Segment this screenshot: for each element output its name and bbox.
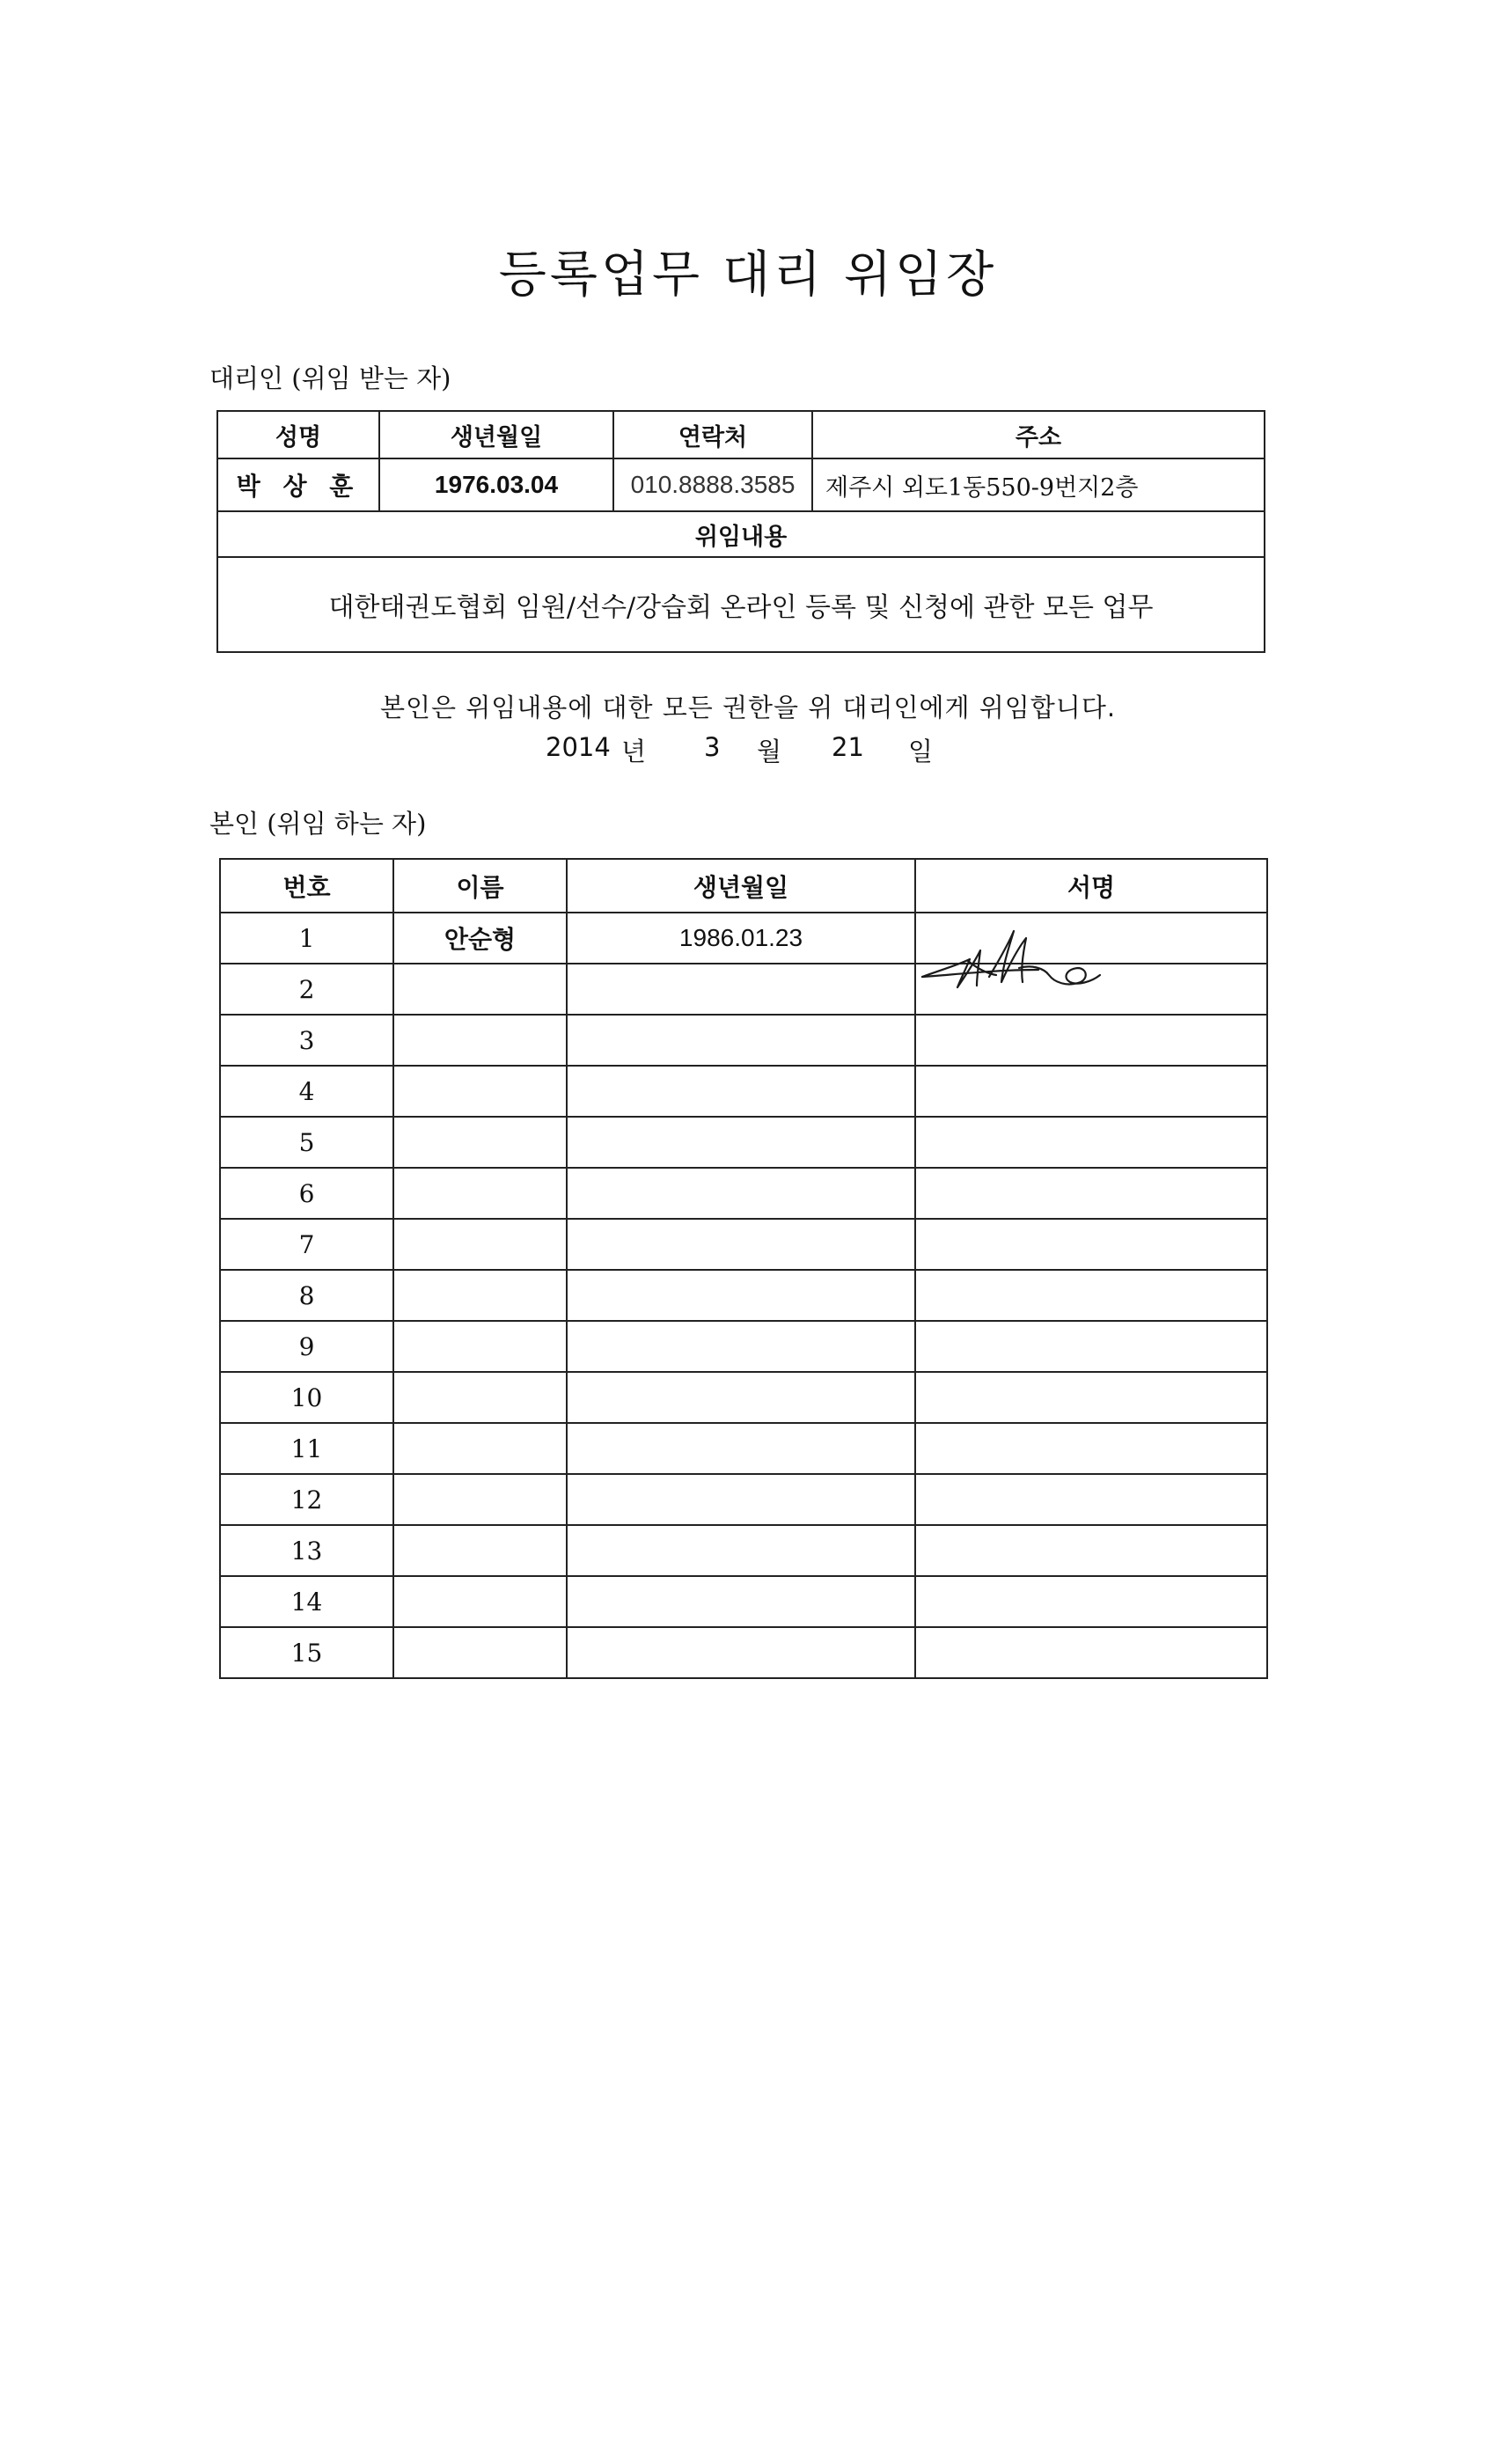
table-row [220,1576,1267,1627]
row-number: 2 [220,964,393,1015]
scope-header-row [217,511,1265,557]
row-signature [915,1168,1267,1219]
row-number: 3 [220,1015,393,1066]
row-name [393,1117,567,1168]
row-birth [567,1015,915,1066]
principal-number-header: 번호 [220,859,393,913]
document-title: 등록업무 대리 위임장 [498,246,998,304]
row-name [393,1219,567,1270]
agent-birth-header: 생년월일 [379,411,613,458]
row-number: 1 [220,913,393,964]
principal-header-row [220,859,1267,913]
agent-section-label: 대리인 (위임 받는 자) [209,363,451,393]
row-number: 10 [220,1372,393,1423]
row-birth [567,1168,915,1219]
row-name [393,1423,567,1474]
principal-signature-header: 서명 [915,859,1267,913]
handwritten-signature [915,906,1109,1003]
row-birth [567,1576,915,1627]
agent-contact: 010.8888.3585 [613,458,812,511]
principal-birth-header: 생년월일 [567,859,915,913]
agent-address-header: 주소 [812,411,1265,458]
row-number: 7 [220,1219,393,1270]
table-row [220,1474,1267,1525]
row-signature [915,1372,1267,1423]
row-signature [915,1321,1267,1372]
row-name [393,1270,567,1321]
row-name [393,1066,567,1117]
row-birth [567,1474,915,1525]
date-year: 2014 [546,732,611,762]
row-signature [915,1576,1267,1627]
table-row [220,1015,1267,1066]
row-signature [915,1525,1267,1576]
row-birth [567,1066,915,1117]
row-name [393,1015,567,1066]
row-number: 13 [220,1525,393,1576]
agent-birth: 1976.03.04 [379,458,613,511]
row-signature [915,1627,1267,1678]
row-name [393,1372,567,1423]
row-birth [567,1627,915,1678]
row-birth [567,964,915,1015]
agent-header-row [217,411,1265,458]
row-name [393,1576,567,1627]
row-signature [915,1015,1267,1066]
row-name [393,1525,567,1576]
row-birth [567,1525,915,1576]
table-row [220,1270,1267,1321]
agent-name: 박 상 훈 [217,458,379,511]
row-number: 4 [220,1066,393,1117]
principal-name-header: 이름 [393,859,567,913]
delegation-statement: 본인은 위임내용에 대한 모든 권한을 위 대리인에게 위임합니다. [379,693,1117,722]
table-row [220,1525,1267,1576]
principal-table [219,858,1268,1679]
row-signature [915,1219,1267,1270]
date-day: 21 [832,732,864,762]
table-row [220,1168,1267,1219]
scope-body-row [217,557,1265,652]
row-number: 8 [220,1270,393,1321]
date-year-unit: 년 [621,737,647,766]
date-month-unit: 월 [757,737,782,766]
agent-address: 제주시 외도1동550-9번지2층 [812,458,1265,511]
row-number: 6 [220,1168,393,1219]
table-row [220,1321,1267,1372]
agent-name-header: 성명 [217,411,379,458]
row-birth [567,1321,915,1372]
row-name [393,1168,567,1219]
table-row [220,1219,1267,1270]
row-name [393,1627,567,1678]
scope-text: 대한태권도협회 임원/선수/강습회 온라인 등록 및 신청에 관한 모든 업무 [217,557,1265,652]
row-birth: 1986.01.23 [567,913,915,964]
row-name: 안순형 [393,913,567,964]
scope-header: 위임내용 [217,511,1265,557]
row-name [393,964,567,1015]
agent-contact-header: 연락처 [613,411,812,458]
table-row [220,1372,1267,1423]
row-birth [567,1372,915,1423]
row-number: 12 [220,1474,393,1525]
table-row [220,1627,1267,1678]
principal-section-label: 본인 (위임 하는 자) [209,809,427,839]
row-name [393,1321,567,1372]
agent-table [216,410,1265,653]
row-birth [567,1219,915,1270]
row-signature [915,1270,1267,1321]
row-number: 5 [220,1117,393,1168]
row-signature [915,1474,1267,1525]
row-number: 11 [220,1423,393,1474]
agent-data-row [217,458,1265,511]
row-signature [915,1117,1267,1168]
row-number: 14 [220,1576,393,1627]
table-row [220,964,1267,1015]
row-number: 9 [220,1321,393,1372]
date-month: 3 [704,732,721,762]
row-birth [567,1117,915,1168]
row-birth [567,1270,915,1321]
row-signature [915,1423,1267,1474]
table-row [220,913,1267,964]
table-row [220,1117,1267,1168]
row-name [393,1474,567,1525]
date-day-unit: 일 [908,737,934,766]
row-signature [915,1066,1267,1117]
table-row [220,1066,1267,1117]
row-number: 15 [220,1627,393,1678]
table-row [220,1423,1267,1474]
row-birth [567,1423,915,1474]
